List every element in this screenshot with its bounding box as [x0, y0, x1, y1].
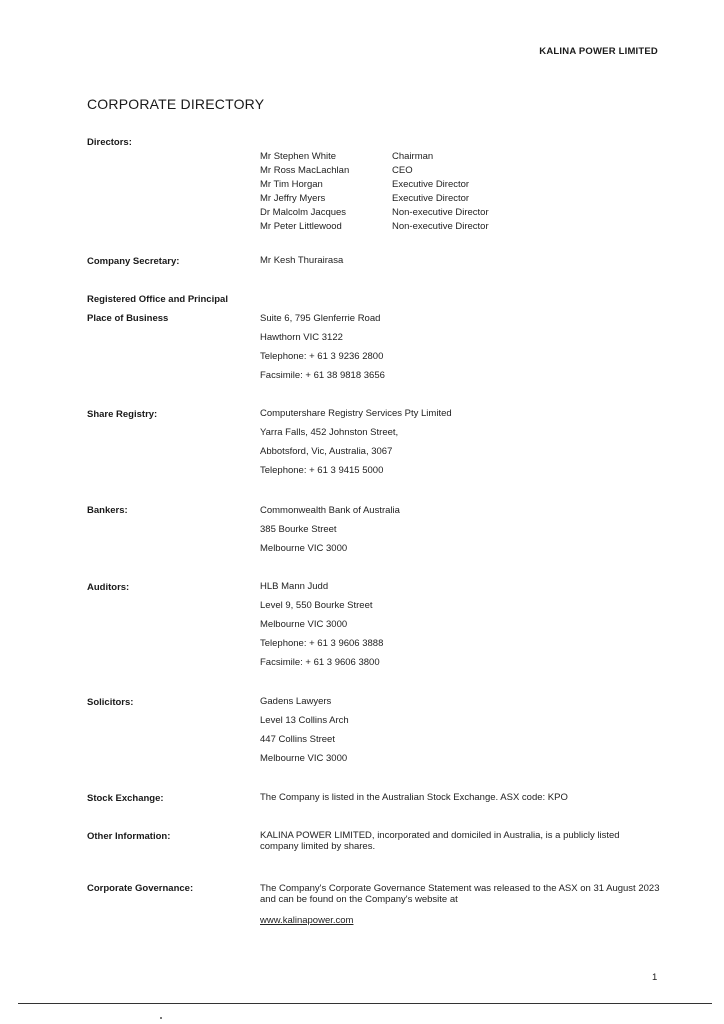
- solicitors-line: 447 Collins Street: [260, 734, 335, 745]
- office-address-line: Suite 6, 795 Glenferrie Road: [260, 313, 381, 324]
- office-label-line2: Place of Business: [87, 313, 169, 324]
- website-link[interactable]: www.kalinapower.com: [260, 915, 354, 926]
- scan-speck: [160, 1017, 162, 1019]
- director-name: Mr Jeffry Myers: [260, 193, 326, 204]
- page-header-company: KALINA POWER LIMITED: [539, 46, 658, 57]
- director-role: Executive Director: [392, 193, 470, 204]
- registry-line: Yarra Falls, 452 Johnston Street,: [260, 427, 399, 438]
- registry-label: Share Registry:: [87, 409, 158, 420]
- footer-rule: [18, 1003, 712, 1004]
- exchange-label: Stock Exchange:: [87, 793, 164, 804]
- bankers-line: 385 Bourke Street: [260, 524, 337, 535]
- solicitors-label: Solicitors:: [87, 697, 134, 708]
- bankers-line: Melbourne VIC 3000: [260, 543, 348, 554]
- director-role: Chairman: [392, 151, 434, 162]
- auditors-telephone: Telephone: + 61 3 9606 3888: [260, 638, 384, 649]
- office-facsimile: Facsimile: + 61 38 9818 3656: [260, 370, 385, 381]
- office-address-line: Hawthorn VIC 3122: [260, 332, 343, 343]
- bankers-label: Bankers:: [87, 505, 128, 516]
- other-info-label: Other Information:: [87, 831, 171, 842]
- secretary-label: Company Secretary:: [87, 256, 180, 267]
- director-name: Mr Peter Littlewood: [260, 221, 342, 232]
- governance-text: The Company's Corporate Governance Statement was released to the ASX on 31 August 2023 and can be found on the Company's website at: [260, 883, 660, 905]
- exchange-text: The Company is listed in the Australian Stock Exchange. ASX code: KPO: [260, 792, 568, 803]
- auditors-line: Melbourne VIC 3000: [260, 619, 348, 630]
- governance-label: Corporate Governance:: [87, 883, 194, 894]
- director-name: Mr Ross MacLachlan: [260, 165, 350, 176]
- secretary-name: Mr Kesh Thurairasa: [260, 255, 344, 266]
- solicitors-line: Gadens Lawyers: [260, 696, 332, 707]
- other-info-text: KALINA POWER LIMITED, incorporated and domiciled in Australia, is a publicly listed company limited by shares.: [260, 830, 620, 852]
- registry-line: Abbotsford, Vic, Australia, 3067: [260, 446, 393, 457]
- solicitors-line: Melbourne VIC 3000: [260, 753, 348, 764]
- director-name: Dr Malcolm Jacques: [260, 207, 347, 218]
- registry-telephone: Telephone: + 61 3 9415 5000: [260, 465, 384, 476]
- auditors-facsimile: Facsimile: + 61 3 9606 3800: [260, 657, 380, 668]
- director-name: Mr Stephen White: [260, 151, 337, 162]
- director-role: Executive Director: [392, 179, 470, 190]
- directors-label: Directors:: [87, 137, 132, 148]
- office-label: Registered Office and Principal: [87, 294, 228, 305]
- page-number: 1: [652, 972, 658, 983]
- registry-line: Computershare Registry Services Pty Limited: [260, 408, 452, 419]
- director-role: CEO: [392, 165, 413, 176]
- auditors-label: Auditors:: [87, 582, 130, 593]
- page-title: CORPORATE DIRECTORY: [87, 96, 265, 112]
- solicitors-line: Level 13 Collins Arch: [260, 715, 349, 726]
- auditors-line: Level 9, 550 Bourke Street: [260, 600, 373, 611]
- website-link-wrapper: [260, 915, 353, 926]
- bankers-line: Commonwealth Bank of Australia: [260, 505, 400, 516]
- director-name: Mr Tim Horgan: [260, 179, 323, 190]
- auditors-line: HLB Mann Judd: [260, 581, 329, 592]
- director-role: Non-executive Director: [392, 207, 489, 218]
- office-telephone: Telephone: + 61 3 9236 2800: [260, 351, 384, 362]
- director-role: Non-executive Director: [392, 221, 489, 232]
